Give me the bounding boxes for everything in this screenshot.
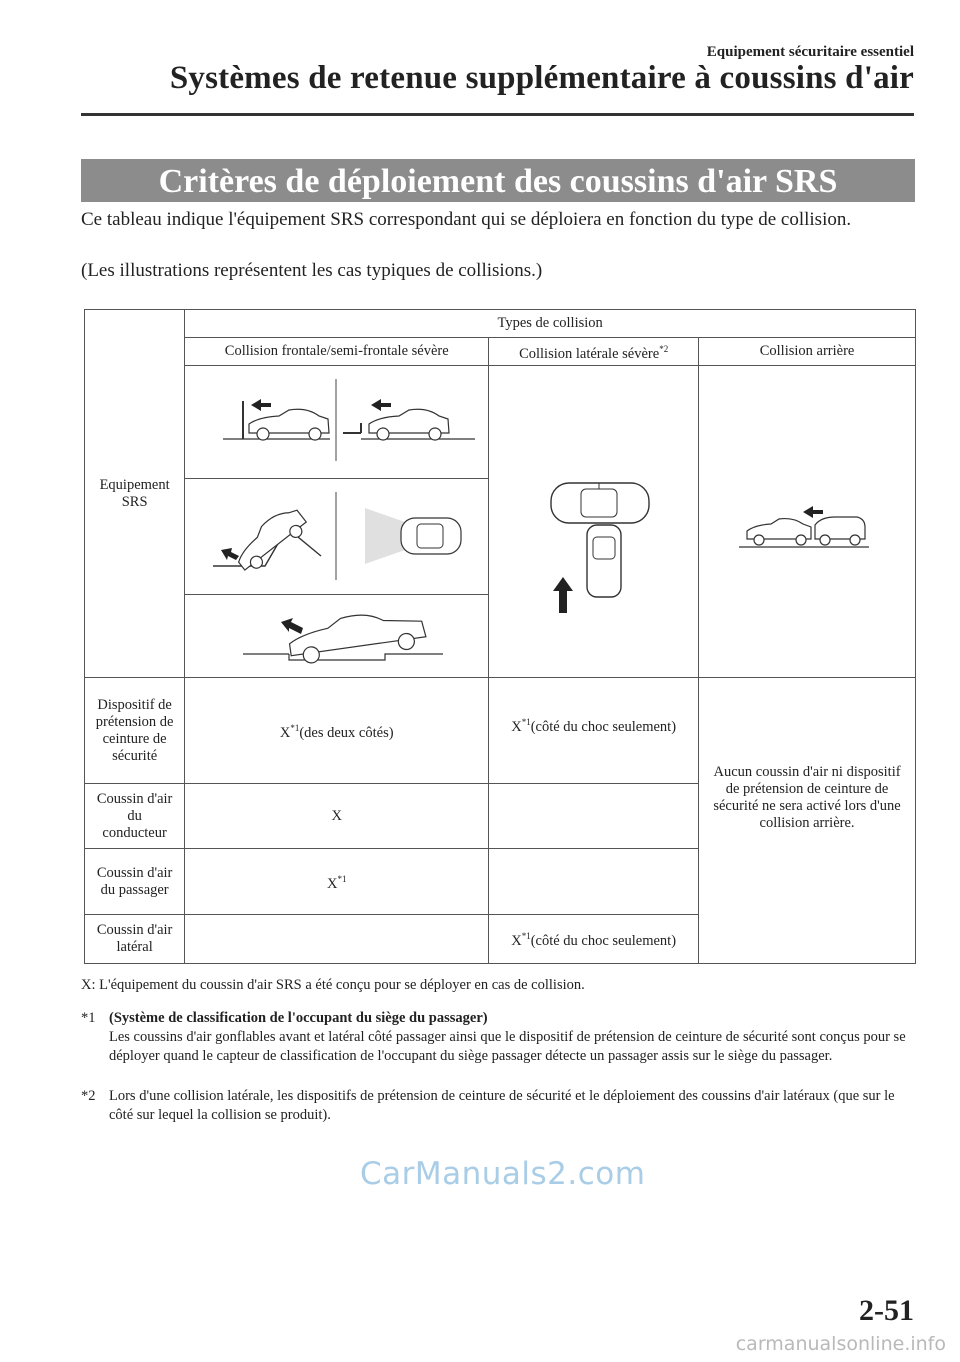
table-row-label-side-airbag: Coussin d'air latéral [85,915,185,964]
col-header-lateral: Collision latérale sévère$^{*2}$ [489,338,699,366]
table-legend: X: L'équipement du coussin d'air SRS a été conçu pour se déployer en cas de collision. [81,977,585,993]
types-header: Types de collision [185,310,916,338]
footnote-1-title: (Système de classification de l'occupant du siège du passager) [109,1010,488,1026]
curb-collision-illustration [185,595,489,678]
section-label: Equipement sécuritaire essentiel [706,44,914,60]
frontal-pretensioner-cell: $X^{*1}(des$ deux côtés) [185,678,489,784]
col-header-rear: Collision arrière [699,338,916,366]
row-header-srs-equipment: Equipement SRS [85,310,185,678]
frontal-collision-illustration [185,366,489,479]
frontal-driver-airbag-cell: X [185,784,489,849]
lateral-driver-airbag-cell [489,784,699,849]
offroad-collision-illustration [185,479,489,595]
footnote-2 [81,1087,921,1125]
rear-collision-illustration [699,366,916,678]
col-header-frontal: Collision frontale/semi-frontale sévère [185,338,489,366]
footnote-1-text: Les coussins d'air gonflables avant et latéral côté passager ainsi que le dispositif de prétension de ceinture de sécurité sont conçus pour se déployer quand le capteur de classification de l'occupant du siège passager détecte un passager assis sur le siège du passager. [109,1029,906,1064]
footnote-2-text: Lors d'une collision latérale, les dispositifs de prétension de ceinture de sécurité et le déploiement des coussins d'air latéraux (que sur le côté sur lequel la collision se produit). [109,1088,895,1123]
footnote-1-number: *1 [81,1010,96,1026]
intro-paragraph: Ce tableau indique l'équipement SRS correspondant qui se déploiera en fonction du type de collision. [81,209,852,230]
footer-watermark: carmanualsonline.info [735,1333,946,1355]
watermark: CarManuals2.com [360,1156,646,1192]
page-number: 2-51 [859,1294,914,1327]
footnote-2-number: *2 [81,1088,96,1104]
intro-note: (Les illustrations représentent les cas typiques de collisions.) [81,260,543,281]
header-divider [81,113,914,116]
frontal-side-airbag-cell [185,915,489,964]
deployment-criteria-table [84,309,916,964]
footnote-1 [81,1009,921,1066]
table-row-label-driver-airbag: Coussin d'air du conducteur [85,784,185,849]
lateral-pretensioner-cell: $X^{*1}(côté$ du choc seulement) [489,678,699,784]
lateral-side-airbag-cell: $X^{*1}(côté$ du choc seulement) [489,915,699,964]
chapter-title: Systèmes de retenue supplémentaire à coussins d'air [169,60,914,96]
section-banner: Critères de déploiement des coussins d'air SRS [81,159,915,202]
table-row-label-pretensioner: Dispositif de prétension de ceinture de sécurité [85,678,185,784]
table-row-label-passenger-airbag: Coussin d'air du passager [85,849,185,915]
frontal-passenger-airbag-cell: $X^{*1}$ [185,849,489,915]
lateral-passenger-airbag-cell [489,849,699,915]
rear-collision-note: Aucun coussin d'air ni dispositif de prétension de ceinture de sécurité ne sera activé lors d'une collision arrière. [699,678,916,964]
lateral-collision-illustration [489,366,699,678]
